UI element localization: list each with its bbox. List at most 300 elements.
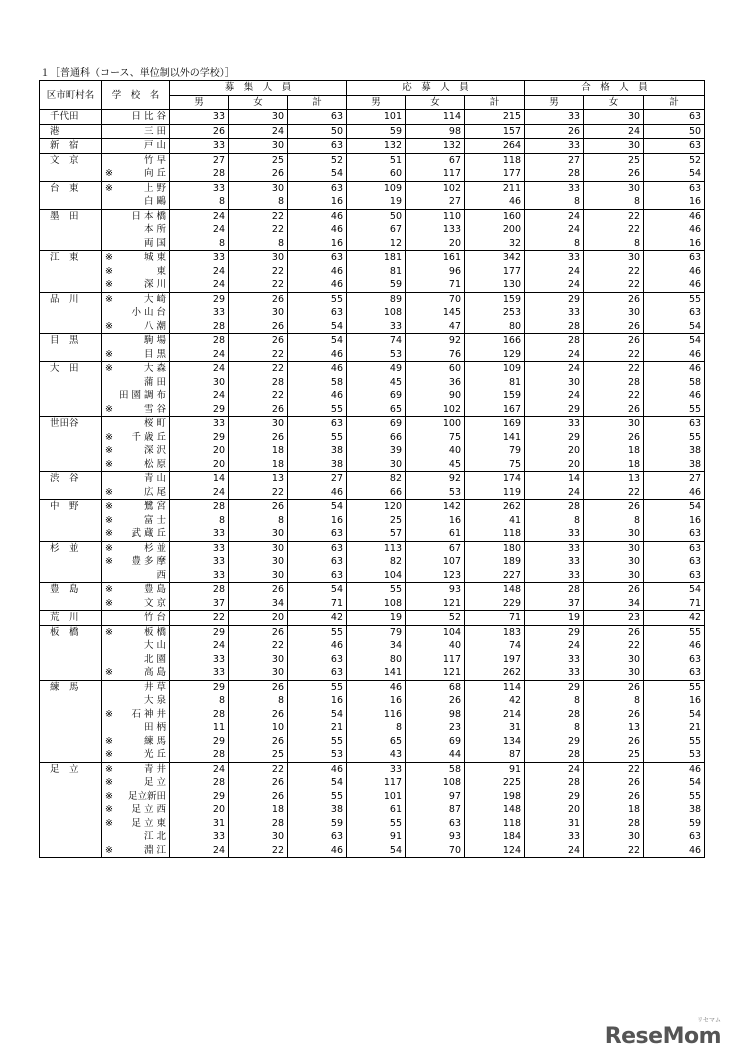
value-cell: 33 xyxy=(525,666,584,680)
value-cell: 38 xyxy=(644,458,705,472)
school-mark: ※ xyxy=(105,735,113,747)
value-cell: 20 xyxy=(525,444,584,458)
school-cell xyxy=(102,790,170,804)
value-cell: 161 xyxy=(406,251,465,265)
value-cell: 63 xyxy=(288,830,347,844)
value-cell: 19 xyxy=(347,611,406,626)
value-cell: 24 xyxy=(525,209,584,223)
value-cell: 46 xyxy=(288,639,347,653)
value-cell: 29 xyxy=(170,292,229,306)
school-name: 松 原 xyxy=(143,458,166,470)
value-cell: 54 xyxy=(644,500,705,514)
header-school: 学 校 名 xyxy=(102,81,170,110)
value-cell: 24 xyxy=(525,362,584,376)
value-cell: 20 xyxy=(525,803,584,817)
school-name: 小 山 台 xyxy=(131,307,166,319)
value-cell: 46 xyxy=(644,209,705,223)
school-cell xyxy=(102,153,170,167)
value-cell: 26 xyxy=(584,583,644,597)
school-mark: ※ xyxy=(105,584,113,596)
value-cell: 20 xyxy=(406,237,465,251)
value-cell: 79 xyxy=(347,625,406,639)
resemom-logo xyxy=(604,1017,721,1049)
value-cell: 26 xyxy=(229,776,288,790)
school-cell xyxy=(102,278,170,292)
value-cell: 24 xyxy=(170,486,229,500)
header-female: 女 xyxy=(584,95,644,110)
value-cell: 22 xyxy=(229,762,288,776)
value-cell: 55 xyxy=(644,292,705,306)
table-row xyxy=(40,110,705,125)
value-cell: 33 xyxy=(525,569,584,583)
value-cell: 25 xyxy=(584,748,644,762)
value-cell: 92 xyxy=(406,472,465,486)
value-cell: 50 xyxy=(644,124,705,139)
value-cell: 30 xyxy=(584,181,644,195)
value-cell: 55 xyxy=(288,790,347,804)
value-cell: 54 xyxy=(644,167,705,181)
value-cell: 33 xyxy=(170,306,229,320)
value-cell: 33 xyxy=(170,251,229,265)
value-cell: 70 xyxy=(406,844,465,858)
value-cell: 26 xyxy=(170,124,229,139)
value-cell: 51 xyxy=(347,153,406,167)
value-cell: 109 xyxy=(347,181,406,195)
school-mark: ※ xyxy=(105,363,113,375)
school-name: 白 鷗 xyxy=(143,196,166,208)
value-cell: 22 xyxy=(584,278,644,292)
value-cell: 26 xyxy=(229,334,288,348)
school-mark: ※ xyxy=(105,542,113,554)
school-name: 練 馬 xyxy=(143,735,166,747)
value-cell: 30 xyxy=(584,306,644,320)
school-cell xyxy=(102,209,170,223)
table-row xyxy=(40,389,705,403)
school-cell xyxy=(102,666,170,680)
value-cell: 70 xyxy=(406,292,465,306)
value-cell: 13 xyxy=(229,472,288,486)
value-cell: 63 xyxy=(644,417,705,431)
value-cell: 37 xyxy=(525,597,584,611)
value-cell: 26 xyxy=(229,403,288,417)
school-mark: ※ xyxy=(105,293,113,305)
value-cell: 24 xyxy=(170,223,229,237)
header-apply: 応 募 人 員 xyxy=(347,81,525,96)
value-cell: 101 xyxy=(347,790,406,804)
school-mark: ※ xyxy=(105,252,113,264)
school-name: 青 井 xyxy=(143,763,166,775)
value-cell: 28 xyxy=(584,817,644,831)
value-cell: 33 xyxy=(170,555,229,569)
school-cell xyxy=(102,721,170,735)
table-row xyxy=(40,167,705,181)
value-cell: 90 xyxy=(406,389,465,403)
table-row xyxy=(40,790,705,804)
value-cell: 71 xyxy=(644,597,705,611)
value-cell: 119 xyxy=(465,486,525,500)
school-name: 蒲 田 xyxy=(143,376,166,388)
header-recruit: 募 集 人 員 xyxy=(170,81,347,96)
district-cell: 文 京 xyxy=(40,153,102,181)
value-cell: 45 xyxy=(347,376,406,390)
value-cell: 69 xyxy=(347,389,406,403)
value-cell: 33 xyxy=(347,320,406,334)
value-cell: 113 xyxy=(347,541,406,555)
school-name: 千 歳 丘 xyxy=(131,431,166,443)
value-cell: 169 xyxy=(465,417,525,431)
district-cell: 世田谷 xyxy=(40,417,102,472)
value-cell: 58 xyxy=(406,762,465,776)
school-cell xyxy=(102,167,170,181)
value-cell: 16 xyxy=(288,237,347,251)
school-mark: ※ xyxy=(105,265,113,277)
school-cell xyxy=(102,776,170,790)
value-cell: 30 xyxy=(584,110,644,125)
table-row xyxy=(40,306,705,320)
value-cell: 29 xyxy=(525,403,584,417)
value-cell: 16 xyxy=(288,514,347,528)
value-cell: 21 xyxy=(644,721,705,735)
district-cell: 板 橋 xyxy=(40,625,102,680)
table-row xyxy=(40,776,705,790)
value-cell: 30 xyxy=(229,830,288,844)
value-cell: 28 xyxy=(525,320,584,334)
table-row xyxy=(40,486,705,500)
district-cell: 新 宿 xyxy=(40,139,102,154)
school-name: 豊 多 摩 xyxy=(131,556,166,568)
value-cell: 82 xyxy=(347,555,406,569)
table-row xyxy=(40,403,705,417)
value-cell: 46 xyxy=(288,362,347,376)
value-cell: 26 xyxy=(406,694,465,708)
value-cell: 30 xyxy=(584,569,644,583)
value-cell: 22 xyxy=(229,348,288,362)
table-row xyxy=(40,195,705,209)
school-name: 大 泉 xyxy=(143,695,166,707)
value-cell: 33 xyxy=(170,181,229,195)
value-cell: 81 xyxy=(465,376,525,390)
value-cell: 76 xyxy=(406,348,465,362)
value-cell: 71 xyxy=(288,597,347,611)
school-mark: ※ xyxy=(105,528,113,540)
value-cell: 63 xyxy=(644,139,705,154)
value-cell: 30 xyxy=(584,139,644,154)
value-cell: 33 xyxy=(525,541,584,555)
value-cell: 69 xyxy=(347,417,406,431)
value-cell: 264 xyxy=(465,139,525,154)
value-cell: 63 xyxy=(288,653,347,667)
school-cell xyxy=(102,569,170,583)
school-cell xyxy=(102,306,170,320)
value-cell: 132 xyxy=(406,139,465,154)
school-mark: ※ xyxy=(105,514,113,526)
value-cell: 104 xyxy=(347,569,406,583)
table-body xyxy=(40,110,705,858)
school-cell xyxy=(102,223,170,237)
value-cell: 253 xyxy=(465,306,525,320)
table-row xyxy=(40,320,705,334)
school-cell xyxy=(102,251,170,265)
school-name: 石 神 井 xyxy=(131,708,166,720)
school-mark: ※ xyxy=(105,458,113,470)
school-name: 杉 並 xyxy=(143,542,166,554)
value-cell: 29 xyxy=(170,790,229,804)
table-row xyxy=(40,472,705,486)
school-cell xyxy=(102,762,170,776)
value-cell: 29 xyxy=(170,680,229,694)
school-cell xyxy=(102,597,170,611)
school-name: 駒 場 xyxy=(143,335,166,347)
value-cell: 16 xyxy=(347,694,406,708)
value-cell: 50 xyxy=(288,124,347,139)
value-cell: 20 xyxy=(525,458,584,472)
header-total: 計 xyxy=(644,95,705,110)
value-cell: 30 xyxy=(229,541,288,555)
value-cell: 63 xyxy=(288,666,347,680)
value-cell: 28 xyxy=(170,583,229,597)
value-cell: 46 xyxy=(288,348,347,362)
value-cell: 27 xyxy=(644,472,705,486)
value-cell: 26 xyxy=(584,500,644,514)
value-cell: 29 xyxy=(170,735,229,749)
district-cell: 港 xyxy=(40,124,102,139)
value-cell: 22 xyxy=(584,223,644,237)
value-cell: 65 xyxy=(347,403,406,417)
value-cell: 30 xyxy=(584,541,644,555)
value-cell: 46 xyxy=(347,680,406,694)
table-row xyxy=(40,708,705,722)
value-cell: 24 xyxy=(525,278,584,292)
value-cell: 63 xyxy=(288,139,347,154)
school-name: 桜 町 xyxy=(143,418,166,430)
table-row xyxy=(40,817,705,831)
value-cell: 46 xyxy=(644,223,705,237)
header-female: 女 xyxy=(406,95,465,110)
value-cell: 22 xyxy=(229,223,288,237)
value-cell: 20 xyxy=(229,611,288,626)
value-cell: 55 xyxy=(288,625,347,639)
value-cell: 55 xyxy=(347,583,406,597)
value-cell: 28 xyxy=(170,167,229,181)
school-cell xyxy=(102,124,170,139)
value-cell: 107 xyxy=(406,555,465,569)
school-mark: ※ xyxy=(105,708,113,720)
value-cell: 96 xyxy=(406,265,465,279)
school-name: 北 園 xyxy=(143,653,166,665)
value-cell: 46 xyxy=(288,209,347,223)
value-cell: 109 xyxy=(465,362,525,376)
value-cell: 55 xyxy=(288,431,347,445)
value-cell: 28 xyxy=(525,583,584,597)
value-cell: 28 xyxy=(170,334,229,348)
value-cell: 59 xyxy=(347,124,406,139)
value-cell: 34 xyxy=(584,597,644,611)
school-name: 武 蔵 丘 xyxy=(131,528,166,540)
district-cell: 足 立 xyxy=(40,762,102,858)
value-cell: 8 xyxy=(584,514,644,528)
school-mark: ※ xyxy=(105,279,113,291)
value-cell: 124 xyxy=(465,844,525,858)
value-cell: 97 xyxy=(406,790,465,804)
value-cell: 30 xyxy=(170,376,229,390)
school-name: 文 京 xyxy=(143,597,166,609)
value-cell: 28 xyxy=(170,748,229,762)
value-cell: 25 xyxy=(584,153,644,167)
value-cell: 26 xyxy=(584,292,644,306)
value-cell: 44 xyxy=(406,748,465,762)
school-mark: ※ xyxy=(105,790,113,802)
value-cell: 29 xyxy=(525,625,584,639)
value-cell: 38 xyxy=(644,803,705,817)
value-cell: 47 xyxy=(406,320,465,334)
value-cell: 26 xyxy=(229,708,288,722)
value-cell: 33 xyxy=(525,181,584,195)
district-cell: 渋 谷 xyxy=(40,472,102,500)
district-cell: 荒 川 xyxy=(40,611,102,626)
school-cell xyxy=(102,694,170,708)
value-cell: 30 xyxy=(347,458,406,472)
value-cell: 42 xyxy=(288,611,347,626)
value-cell: 18 xyxy=(584,803,644,817)
value-cell: 26 xyxy=(229,500,288,514)
value-cell: 28 xyxy=(525,776,584,790)
value-cell: 22 xyxy=(584,389,644,403)
value-cell: 18 xyxy=(229,803,288,817)
value-cell: 24 xyxy=(170,362,229,376)
value-cell: 26 xyxy=(229,790,288,804)
table-row xyxy=(40,223,705,237)
value-cell: 33 xyxy=(525,251,584,265)
school-cell xyxy=(102,748,170,762)
district-cell: 大 田 xyxy=(40,362,102,417)
school-name: 富 士 xyxy=(143,514,166,526)
value-cell: 24 xyxy=(170,265,229,279)
admissions-table xyxy=(39,80,705,858)
value-cell: 60 xyxy=(347,167,406,181)
value-cell: 26 xyxy=(525,124,584,139)
value-cell: 29 xyxy=(525,735,584,749)
value-cell: 58 xyxy=(288,376,347,390)
value-cell: 30 xyxy=(229,181,288,195)
value-cell: 110 xyxy=(406,209,465,223)
value-cell: 98 xyxy=(406,708,465,722)
school-mark: ※ xyxy=(105,844,113,856)
school-name: 足 立 東 xyxy=(131,817,166,829)
value-cell: 28 xyxy=(525,708,584,722)
school-name: 竹 台 xyxy=(143,612,166,624)
value-cell: 63 xyxy=(288,110,347,125)
value-cell: 33 xyxy=(525,653,584,667)
value-cell: 80 xyxy=(465,320,525,334)
value-cell: 214 xyxy=(465,708,525,722)
value-cell: 145 xyxy=(406,306,465,320)
value-cell: 117 xyxy=(347,776,406,790)
value-cell: 33 xyxy=(347,762,406,776)
value-cell: 159 xyxy=(465,389,525,403)
table-row xyxy=(40,292,705,306)
table-row xyxy=(40,348,705,362)
table-row xyxy=(40,376,705,390)
value-cell: 74 xyxy=(347,334,406,348)
value-cell: 28 xyxy=(170,500,229,514)
value-cell: 23 xyxy=(406,721,465,735)
value-cell: 24 xyxy=(525,762,584,776)
value-cell: 117 xyxy=(406,167,465,181)
table-row xyxy=(40,209,705,223)
school-name: 目 黒 xyxy=(143,348,166,360)
value-cell: 69 xyxy=(406,735,465,749)
value-cell: 52 xyxy=(288,153,347,167)
table-row xyxy=(40,611,705,626)
value-cell: 38 xyxy=(288,803,347,817)
value-cell: 22 xyxy=(584,639,644,653)
value-cell: 22 xyxy=(584,265,644,279)
school-cell xyxy=(102,334,170,348)
value-cell: 8 xyxy=(525,195,584,209)
school-cell xyxy=(102,431,170,445)
value-cell: 46 xyxy=(644,265,705,279)
value-cell: 54 xyxy=(347,844,406,858)
table-row xyxy=(40,514,705,528)
school-name: 板 橋 xyxy=(143,626,166,638)
value-cell: 26 xyxy=(584,735,644,749)
value-cell: 114 xyxy=(465,680,525,694)
value-cell: 33 xyxy=(170,110,229,125)
value-cell: 26 xyxy=(229,680,288,694)
value-cell: 180 xyxy=(465,541,525,555)
value-cell: 215 xyxy=(465,110,525,125)
value-cell: 225 xyxy=(465,776,525,790)
value-cell: 11 xyxy=(170,721,229,735)
table-row xyxy=(40,694,705,708)
school-cell xyxy=(102,541,170,555)
value-cell: 8 xyxy=(584,694,644,708)
value-cell: 33 xyxy=(170,527,229,541)
table-row xyxy=(40,830,705,844)
school-name: 雪 谷 xyxy=(143,403,166,415)
value-cell: 24 xyxy=(525,639,584,653)
value-cell: 55 xyxy=(288,403,347,417)
school-cell xyxy=(102,139,170,154)
value-cell: 59 xyxy=(644,817,705,831)
value-cell: 8 xyxy=(584,237,644,251)
value-cell: 22 xyxy=(584,209,644,223)
value-cell: 116 xyxy=(347,708,406,722)
value-cell: 41 xyxy=(465,514,525,528)
school-cell xyxy=(102,625,170,639)
value-cell: 8 xyxy=(229,694,288,708)
value-cell: 63 xyxy=(406,817,465,831)
value-cell: 53 xyxy=(347,348,406,362)
table-row xyxy=(40,555,705,569)
table-row xyxy=(40,431,705,445)
value-cell: 29 xyxy=(170,403,229,417)
school-cell xyxy=(102,362,170,376)
value-cell: 33 xyxy=(170,541,229,555)
school-name: 江 北 xyxy=(143,831,166,843)
value-cell: 50 xyxy=(347,209,406,223)
school-name: 足 立 xyxy=(143,777,166,789)
value-cell: 31 xyxy=(170,817,229,831)
value-cell: 54 xyxy=(288,776,347,790)
table-row xyxy=(40,362,705,376)
value-cell: 71 xyxy=(406,278,465,292)
value-cell: 25 xyxy=(229,748,288,762)
value-cell: 52 xyxy=(644,153,705,167)
school-cell xyxy=(102,292,170,306)
value-cell: 197 xyxy=(465,653,525,667)
value-cell: 18 xyxy=(584,458,644,472)
